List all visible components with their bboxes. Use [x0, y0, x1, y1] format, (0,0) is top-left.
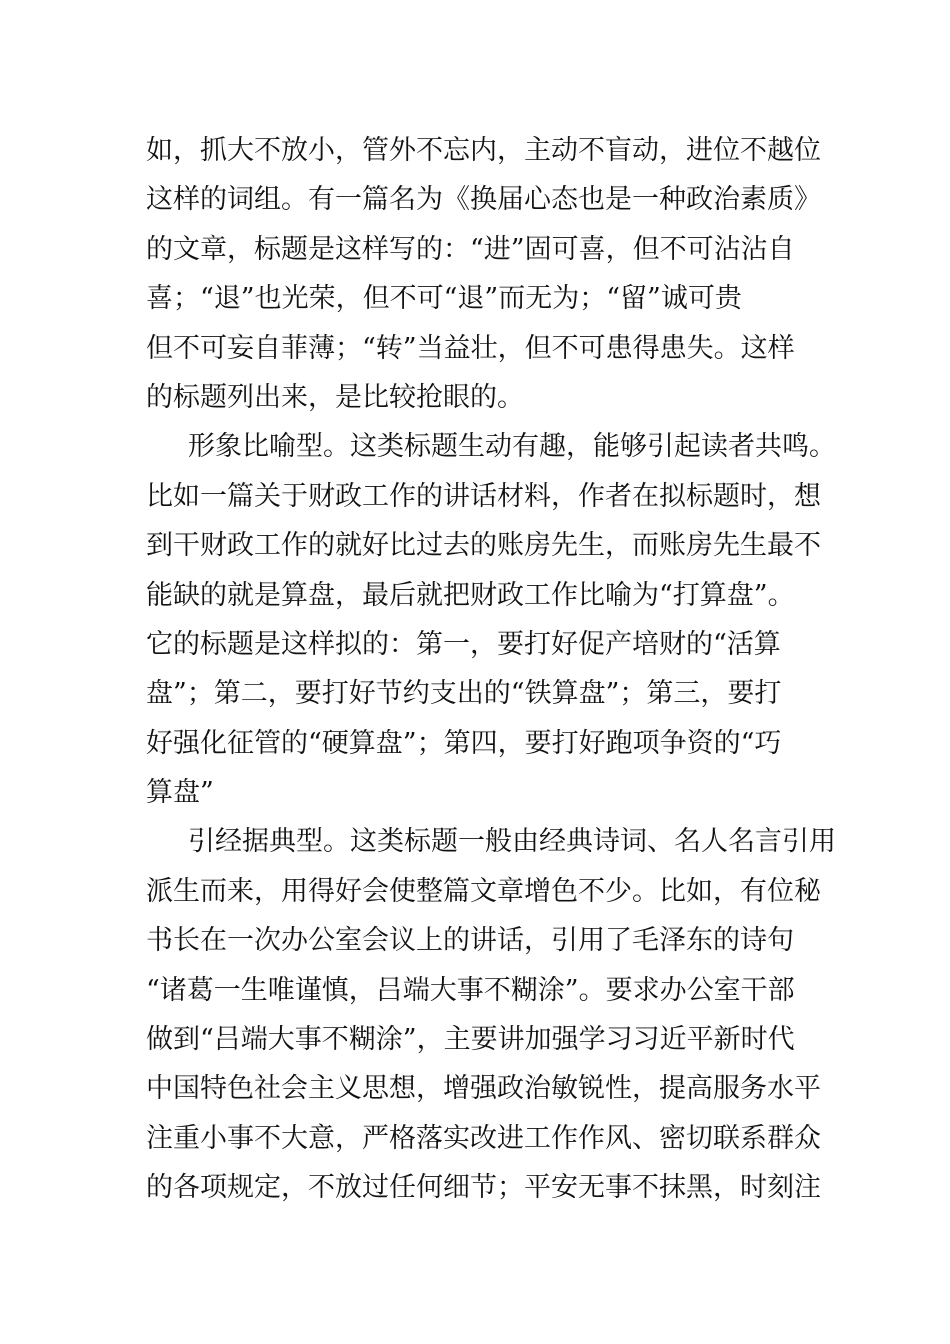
text-line: 比如一篇关于财政工作的讲话材料，作者在拟标题时，想 [146, 480, 821, 512]
text-line: 盘”；第二，要打好节约支出的“铁算盘”；第三，要打 [146, 678, 782, 710]
text-line: 的标题列出来，是比较抢眼的。 [146, 381, 524, 413]
text-line: 到干财政工作的就好比过去的账房先生，而账房先生最不 [146, 530, 821, 562]
text-line: 做到“吕端大事不糊涂”，主要讲加强学习习近平新时代 [146, 1024, 795, 1056]
text-line: 书长在一次办公室会议上的讲话，引用了毛泽东的诗句 [146, 925, 794, 957]
body-text [146, 126, 836, 1213]
text-line: 喜；“退”也光荣，但不可“退”而无为；“留”诚可贵 [146, 283, 742, 315]
text-line: “诸葛一生唯谨慎，吕端大事不糊涂”。要求办公室干部 [146, 974, 795, 1006]
text-line: 的文章，标题是这样写的：“进”固可喜，但不可沾沾自 [146, 233, 795, 265]
text-line: 能缺的就是算盘，最后就把财政工作比喻为“打算盘”。 [146, 579, 795, 611]
text-line: 它的标题是这样拟的：第一，要打好促产培财的“活算 [146, 628, 781, 660]
text-line: 好强化征管的“硬算盘”；第四，要打好跑项争资的“巧 [146, 727, 782, 759]
text-line: 中国特色社会主义思想，增强政治敏锐性，提高服务水平 [146, 1073, 821, 1105]
text-line: 的各项规定，不放过任何细节；平安无事不抹黑，时刻注 [146, 1172, 821, 1204]
text-line: 但不可妄自菲薄；“转”当益壮，但不可患得患失。这样 [146, 332, 795, 364]
paragraph-start-line: 引经据典型。这类标题一般由经典诗词、名人名言引用 [188, 826, 836, 858]
text-line: 算盘” [146, 777, 214, 809]
paragraph-start-line: 形象比喻型。这类标题生动有趣，能够引起读者共鸣。 [188, 431, 836, 463]
text-line: 这样的词组。有一篇名为《换届心态也是一种政治素质》 [146, 184, 821, 216]
text-line: 注重小事不大意，严格落实改进工作作风、密切联系群众 [146, 1122, 821, 1154]
text-line: 派生而来，用得好会使整篇文章增色不少。比如，有位秘 [146, 875, 821, 907]
text-line: 如，抓大不放小，管外不忘内，主动不盲动，进位不越位 [146, 135, 821, 166]
